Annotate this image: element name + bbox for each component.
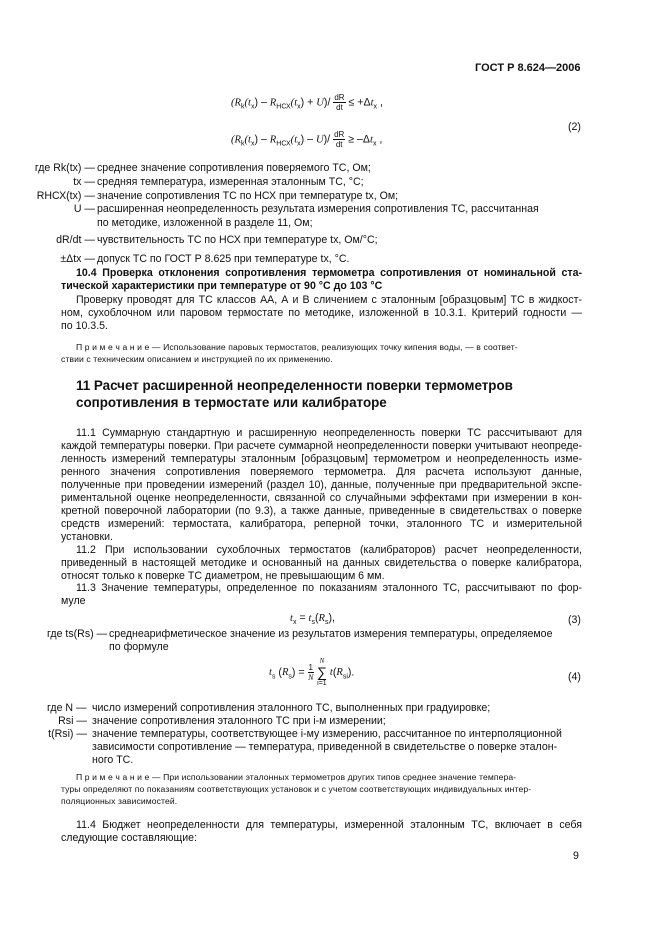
equation-2-line-2: $(R_k(t_x) - R_{НСХ}(t_x) - U)/$ $\frac{dR}{dt}$ ≥ $-\Delta t_x$ , bbox=[231, 130, 383, 149]
def-text-u: расширенная неопределенность результата измерения сопротивления ТС, рассчитанная bbox=[97, 203, 539, 215]
section-10-4-heading-line-2: тической характеристики при температуре от 90 °С до 103 °С bbox=[61, 280, 383, 292]
section-10-4-para-line-3: по 10.3.5. bbox=[61, 320, 108, 332]
def-text-drdt: чувствительность ТС по НСХ при температуре tx, Ом/°С; bbox=[97, 234, 378, 246]
def-text-rk: среднее значение сопротивления поверяемого ТС, Ом; bbox=[97, 162, 371, 174]
note-2-line-3: поляционных зависимостей. bbox=[61, 796, 178, 806]
def-text-trsi: значение температуры, соответствующее i-му измерению, рассчитанное по интерполяционной bbox=[92, 728, 562, 740]
note-1-line-2: ствии с техническим описанием и инструкцией по их применению. bbox=[61, 354, 333, 364]
section-11-title-line-2: сопротивления в термостате или калибраторе bbox=[76, 395, 387, 410]
equation-2-line-1: $(R_k(t_x) - R_{НСХ}(t_x) + U)/$ $\frac{dR}{dt}$ ≤ $+\Delta t_x$ , bbox=[231, 93, 383, 112]
def-term-tx: tx — bbox=[73, 176, 95, 188]
def-text-rsi: значение сопротивления эталонного ТС при i-м измерении; bbox=[92, 715, 386, 727]
section-10-4-para-line-1: Проверку проводят для ТС классов АА, А и В сличением с эталонным [образцовым] ТС в жидкост- bbox=[76, 294, 582, 306]
p11-1-line-7: кретной поверочной лаборатории (по 9.3), а также данные, приведенные в свидетельствах о поверке bbox=[61, 505, 582, 517]
def-term-rnsx: RНСХ(tx) — bbox=[36, 190, 95, 202]
page-number: 9 bbox=[573, 850, 579, 862]
def-text-trsi-cont-1: зависимости сопротивление — температура, приведенной в свидетельстве о поверке эталон- bbox=[92, 741, 558, 753]
equation-2-number: (2) bbox=[568, 121, 581, 133]
p11-1-line-1: 11.1 Суммарную стандартную и расширенную неопределенность поверки ТС рассчитывают для bbox=[76, 427, 582, 439]
document-code: ГОСТ Р 8.624—2006 bbox=[475, 62, 581, 74]
section-10-4-para-line-2: ном, сухоблочном или паровом термостате по методике, изложенной в 10.3.1. Критерий годности — bbox=[61, 307, 582, 319]
equation-4-number: (4) bbox=[568, 671, 581, 683]
def-text-u-cont: по методике, изложенной в разделе 11, Ом; bbox=[97, 217, 313, 229]
p11-3-line-1: 11.3 Значение температуры, определенное по показаниям эталонного ТС, рассчитывают по фор- bbox=[76, 582, 582, 594]
def-term-drdt: dR/dt — bbox=[56, 234, 95, 246]
equation-3-number: (3) bbox=[568, 614, 581, 626]
def-text-ts: среднеарифметическое значение из результатов измерения температуры, определяемое bbox=[109, 628, 553, 640]
def-text-tx: средняя температура, измеренная эталонным ТС, °С; bbox=[97, 176, 364, 188]
p11-1-line-6: риментальной оценке неопределенности, связанной со случайными эффектами при измерении в кон- bbox=[61, 492, 582, 504]
p11-1-line-5: полученные при проведении измерений (раздел 10), данные, полученные при предварительной экспе- bbox=[61, 479, 582, 491]
p11-4-line-2: следующие составляющие: bbox=[61, 832, 197, 844]
p11-3-line-2: муле bbox=[61, 595, 86, 607]
section-10-4-heading-line-1: 10.4 Проверка отклонения сопротивления термометра сопротивления от номинальной ста- bbox=[76, 267, 582, 279]
def-text-n: число измерений сопротивления эталонного ТС, выполненных при градуировке; bbox=[92, 702, 491, 714]
def-text-tolerance: допуск ТС по ГОСТ Р 8.625 при температуре tx, °С. bbox=[97, 253, 350, 265]
def-term-n: где N — bbox=[47, 702, 87, 714]
def-term-trsi: t(Rsi) — bbox=[48, 728, 87, 740]
p11-2-line-3: относят только к поверке ТС диаметром, не превышающим 6 мм. bbox=[61, 570, 385, 582]
section-11-title-line-1: 11 Расчет расширенной неопределенности поверки термометров bbox=[76, 378, 513, 393]
def-term-ts: где ts(Rs) — bbox=[47, 628, 108, 640]
p11-1-line-3: ленность измерений температуры эталонным [образцовым] термометром и неопределенность изме- bbox=[61, 453, 582, 465]
def-text-ts-cont: по формуле bbox=[109, 641, 169, 653]
p11-1-line-4: ренного значения сопротивления поверяемого термометра. Для расчета используют данные, bbox=[61, 466, 582, 478]
def-term-rk: где Rk(tx) — bbox=[34, 162, 95, 174]
def-term-u: U — bbox=[73, 203, 95, 215]
p11-2-line-1: 11.2 При использовании сухоблочных термостатов (калибраторов) расчет неопределенности, bbox=[76, 544, 582, 556]
note-2-line-2: туры определяют по показаниям соответствующих установок и с учетом соответствующих индивидуальных интер- bbox=[61, 784, 532, 794]
def-term-tolerance: ±Δtx — bbox=[60, 253, 95, 265]
p11-4-line-1: 11.4 Бюджет неопределенности для температуры, измеренной эталонным ТС, включает в себя bbox=[76, 819, 582, 831]
def-term-rsi: Rsi — bbox=[58, 715, 87, 727]
p11-2-line-2: приведенный в настоящей методике и основанный на данных свидетельства о поверке калибратора, bbox=[61, 557, 582, 569]
note-2-line-1: П р и м е ч а н и е — При использовании эталонных термометров других типов среднее значение темпера- bbox=[76, 772, 517, 782]
note-1-line-1: П р и м е ч а н и е — Использование паровых термостатов, реализующих точку кипения воды, — в соответ- bbox=[76, 342, 518, 352]
def-text-rnsx: значение сопротивления ТС по НСХ при температуре tx, Ом; bbox=[97, 190, 399, 202]
p11-1-line-2: каждой температуры поверки. При расчете суммарной неопределенности поверки учитывают неопреде- bbox=[61, 440, 582, 452]
p11-1-line-8: средств измерений: термостата, калибратора, реперной точки, эталонного ТС и измерительной bbox=[61, 518, 582, 530]
equation-3: $t_x = t_s(R_s)$, bbox=[290, 612, 335, 627]
def-text-trsi-cont-2: ного ТС. bbox=[92, 754, 134, 766]
equation-4: $t_s$ $(R_s)$ = $\frac{1}{N}$ N ∑ i=1 $t(R_{si})$. bbox=[269, 657, 355, 687]
p11-1-line-9: установки. bbox=[61, 531, 113, 543]
